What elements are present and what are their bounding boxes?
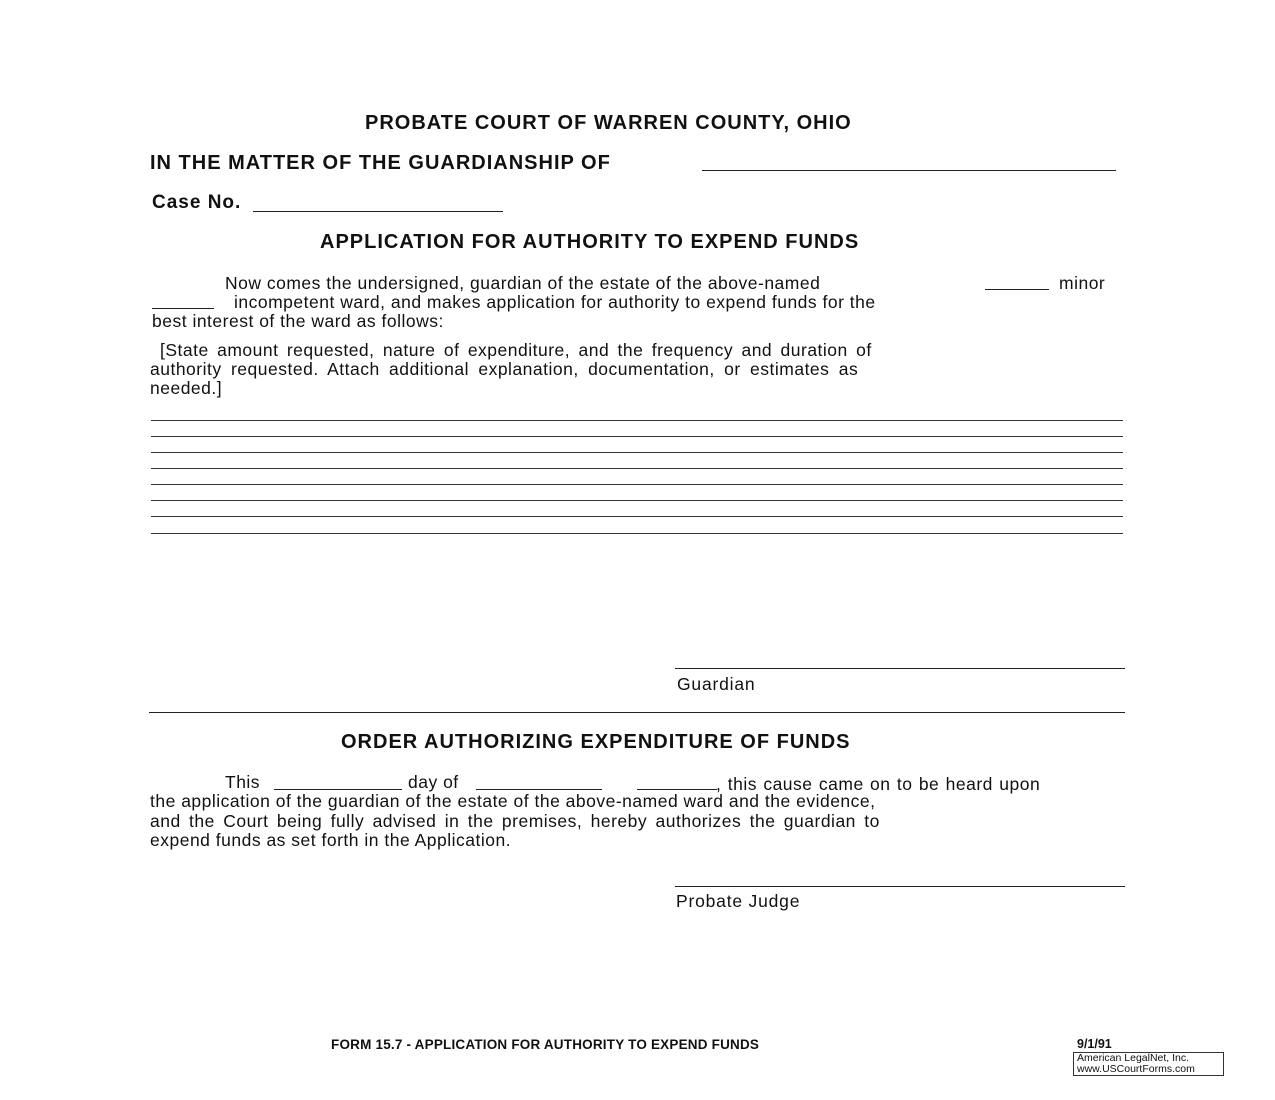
ward-name-field[interactable] <box>702 170 1116 171</box>
answer-line[interactable] <box>151 500 1123 501</box>
intro-line-1: Now comes the undersigned, guardian of the estate of the above-named <box>225 273 821 293</box>
answer-line[interactable] <box>151 420 1123 421</box>
guardian-signature-line[interactable] <box>675 668 1125 669</box>
court-title: PROBATE COURT OF WARREN COUNTY, OHIO <box>365 112 852 134</box>
answer-line[interactable] <box>151 533 1123 534</box>
answer-line[interactable] <box>151 436 1123 437</box>
order-line-4: expend funds as set forth in the Application. <box>150 830 512 850</box>
intro-line-2: incompetent ward, and makes application for authority to expend funds for the <box>234 292 876 312</box>
case-number-label: Case No. <box>152 192 242 213</box>
minor-label: minor <box>1059 273 1106 293</box>
instruction-line-3: needed.] <box>150 378 223 398</box>
application-title: APPLICATION FOR AUTHORITY TO EXPEND FUNDS <box>320 231 860 253</box>
publisher-box <box>1073 1052 1224 1076</box>
answer-line[interactable] <box>151 452 1123 453</box>
instruction-line-1: [State amount requested, nature of expenditure, and the frequency and duration of <box>160 340 872 360</box>
probate-judge-label: Probate Judge <box>676 891 801 911</box>
publisher-website[interactable]: www.USCourtForms.com <box>1077 1063 1195 1075</box>
incompetent-checkbox-blank[interactable] <box>152 308 214 309</box>
order-month-field[interactable] <box>476 789 602 790</box>
answer-line[interactable] <box>151 484 1123 485</box>
publisher-name: American LegalNet, Inc. <box>1077 1052 1190 1064</box>
form-date: 9/1/91 <box>1077 1037 1112 1051</box>
order-day-field[interactable] <box>274 789 402 790</box>
minor-checkbox-blank[interactable] <box>985 289 1049 290</box>
answer-line[interactable] <box>151 516 1123 517</box>
order-line-3: and the Court being fully advised in the premises, hereby authorizes the guardian to <box>150 811 880 831</box>
judge-signature-line[interactable] <box>675 886 1125 887</box>
instruction-line-2: authority requested. Attach additional explanation, documentation, or estimates as <box>150 359 859 379</box>
answer-line[interactable] <box>151 468 1123 469</box>
order-year-field[interactable] <box>637 789 717 790</box>
order-line-2: the application of the guardian of the estate of the above-named ward and the evidence, <box>150 791 876 811</box>
case-number-field[interactable] <box>253 211 503 212</box>
section-divider <box>149 712 1125 713</box>
form-footer-title: FORM 15.7 - APPLICATION FOR AUTHORITY TO EXPEND FUNDS <box>331 1037 760 1052</box>
guardian-label: Guardian <box>677 674 756 694</box>
order-line-1-end: , this cause came on to be heard upon <box>716 774 1041 794</box>
order-this: This <box>225 772 261 792</box>
guardianship-of-label: IN THE MATTER OF THE GUARDIANSHIP OF <box>150 152 611 174</box>
order-day-of: day of <box>408 772 459 792</box>
intro-line-3: best interest of the ward as follows: <box>152 311 444 331</box>
order-title: ORDER AUTHORIZING EXPENDITURE OF FUNDS <box>341 731 851 753</box>
